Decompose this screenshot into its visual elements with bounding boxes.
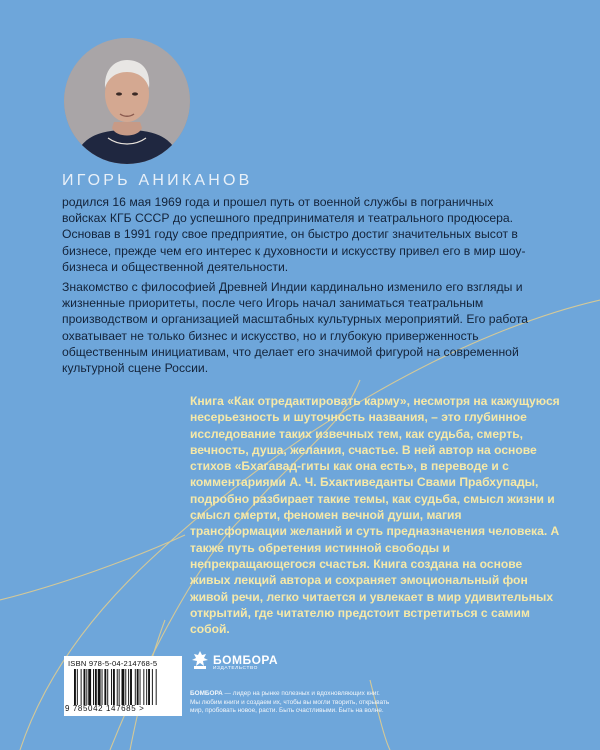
author-photo xyxy=(64,38,190,164)
bombora-logo-icon xyxy=(191,650,209,670)
author-bio-paragraph-2 xyxy=(62,279,532,376)
author-name: ИГОРЬ АНИКАНОВ xyxy=(62,172,253,189)
bio-text-1: родился 16 мая 1969 года и прошел путь от военной службы в пограничных войсках КГБ СССР до успешного предпринимателя и театрального продюсера. Основав в 1991 году свое предприятие, он быстро достиг значительных высот в бизнесе, прежде чем его интерес к духовности и искусству привел его в мир шоу-бизнеса и общественной деятельности. xyxy=(62,195,526,274)
author-portrait-icon xyxy=(64,38,190,164)
book-annotation: Книга «Как отредактировать карму», несмотря на кажущуюся несерьезность и шуточность названия, – это глубинное исследование таких извечных тем, как судьба, смерть, вечность, душа, желания, счастье. В ней автор на основе стихов «Бхагавад-гиты как она есть», в переводе и с комментариями А. Ч. Бхактиведанты Свами Прабхупады, подробно разбирает такие темы, как судьба, смысл жизни и смысл смерти, феномен вечной души, магия трансформации желаний и суть предназначения человека. А также путь обретения истинной свободы и непрекращающегося счастья. Книга создана на основе живых лекций автора и сохраняет эмоциональный фон живой речи, легко читается и увлекает в мир удивительных открытий, где читателю предстоит встретиться с самим собой. xyxy=(190,394,560,637)
publisher-logo-text: БОМБОРА xyxy=(213,653,279,667)
bio-text-2: Знакомство с философией Древней Индии кардинально изменило его взгляды и жизненные приоритеты, после чего Игорь начал заниматься театральным производством и организацией масштабных культурных мероприятий. Его работа охватывает не только бизнес и искусство, но и глубокую приверженность общественным инициативам, что делает его значимой фигурой на современной культурной сцене России. xyxy=(62,280,529,376)
publisher-description xyxy=(190,690,390,716)
barcode-icon xyxy=(74,669,176,705)
barcode-block xyxy=(64,656,182,716)
publisher-tagline: — лидер на рынке полезных и вдохновляющих книг. Мы любим книги и создаем их, чтобы вы могли творить, открывать мир, пробовать новое, расти. Быть счастливыми. Быть на волне. xyxy=(190,690,390,715)
isbn-label: ISBN 978-5-04-214768-5 xyxy=(68,659,158,668)
barcode-digits: 9 785042 147685 > xyxy=(65,704,145,713)
author-bio-paragraph-1 xyxy=(62,194,532,275)
publisher-logo-subtitle: ИЗДАТЕЛЬСТВО xyxy=(213,666,258,671)
publisher-name: БОМБОРА xyxy=(190,690,223,697)
